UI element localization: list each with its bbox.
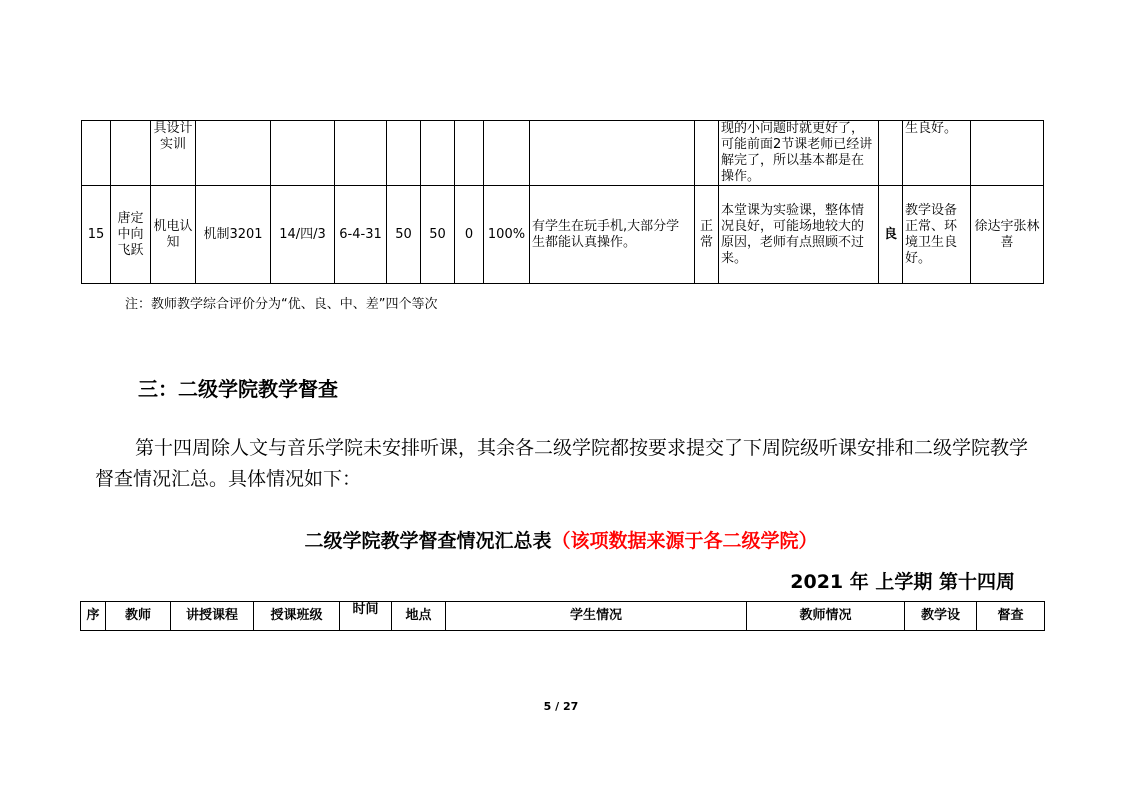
header-cell: 教学设: [905, 602, 977, 631]
course-cell: 具设计实训: [151, 121, 196, 186]
teacher-situation-cell: 现的小问题时就更好了，可能前面2节课老师已经讲解完了，所以基本都是在操作。: [719, 121, 879, 186]
semester-label: 2021 年 上学期 第十四周: [790, 571, 1015, 593]
summary-table: [80, 601, 1045, 631]
header-cell: 学生情况: [446, 602, 747, 631]
header-cell: 序: [81, 602, 106, 631]
inspection-table: [81, 120, 1044, 284]
student-situation-cell: 有学生在玩手机,大部分学生都能认真操作。: [530, 186, 695, 284]
actual-attend-cell: 50: [421, 186, 455, 284]
teacher-cell: 唐定中向飞跃: [111, 186, 151, 284]
header-cell: 督查: [977, 602, 1045, 631]
table-title: [0, 526, 1122, 553]
table-header-row: [81, 602, 1045, 631]
table-title-text: 二级学院教学督查情况汇总表: [304, 530, 552, 552]
header-cell: 地点: [392, 602, 446, 631]
table-row: [82, 186, 1044, 284]
row-number-cell: 15: [82, 186, 111, 284]
equipment-cell: 生良好。: [903, 121, 971, 186]
rating-note: 注：教师教学综合评价分为“优、良、中、差”四个等次: [125, 297, 438, 312]
equipment-cell: 教学设备正常、环境卫生良好。: [903, 186, 971, 284]
time-cell: 14/四/3: [271, 186, 335, 284]
teacher-situation-cell: 本堂课为实验课，整体情况良好，可能场地较大的原因，老师有点照顾不过来。: [719, 186, 879, 284]
rating-cell: 良: [879, 186, 903, 284]
class-cell: 机制3201: [196, 186, 271, 284]
page-number: 5 / 27: [543, 700, 579, 713]
header-cell: 授课班级: [254, 602, 340, 631]
header-cell: 讲授课程: [171, 602, 254, 631]
location-cell: 6-4-31: [335, 186, 387, 284]
should-attend-cell: 50: [387, 186, 421, 284]
attendance-rate-cell: 100%: [484, 186, 530, 284]
summary-paragraph: 第十四周除人文与音乐学院未安排听课，其余各二级学院都按要求提交了下周院级听课安排和二级学院教学督查情况汇总。具体情况如下：: [95, 437, 1029, 490]
table-row: [82, 121, 1044, 186]
supervisor-cell: 徐达宇张林喜: [971, 186, 1044, 284]
order-cell: 正常: [695, 186, 719, 284]
header-cell: 时间: [340, 602, 392, 631]
header-cell: 教师: [106, 602, 171, 631]
section-title: 三：二级学院教学督查: [138, 377, 338, 401]
course-cell: 机电认知: [151, 186, 196, 284]
header-cell: 教师情况: [747, 602, 905, 631]
table-title-source-note: （该项数据来源于各二级学院）: [551, 530, 818, 552]
absent-cell: 0: [455, 186, 484, 284]
